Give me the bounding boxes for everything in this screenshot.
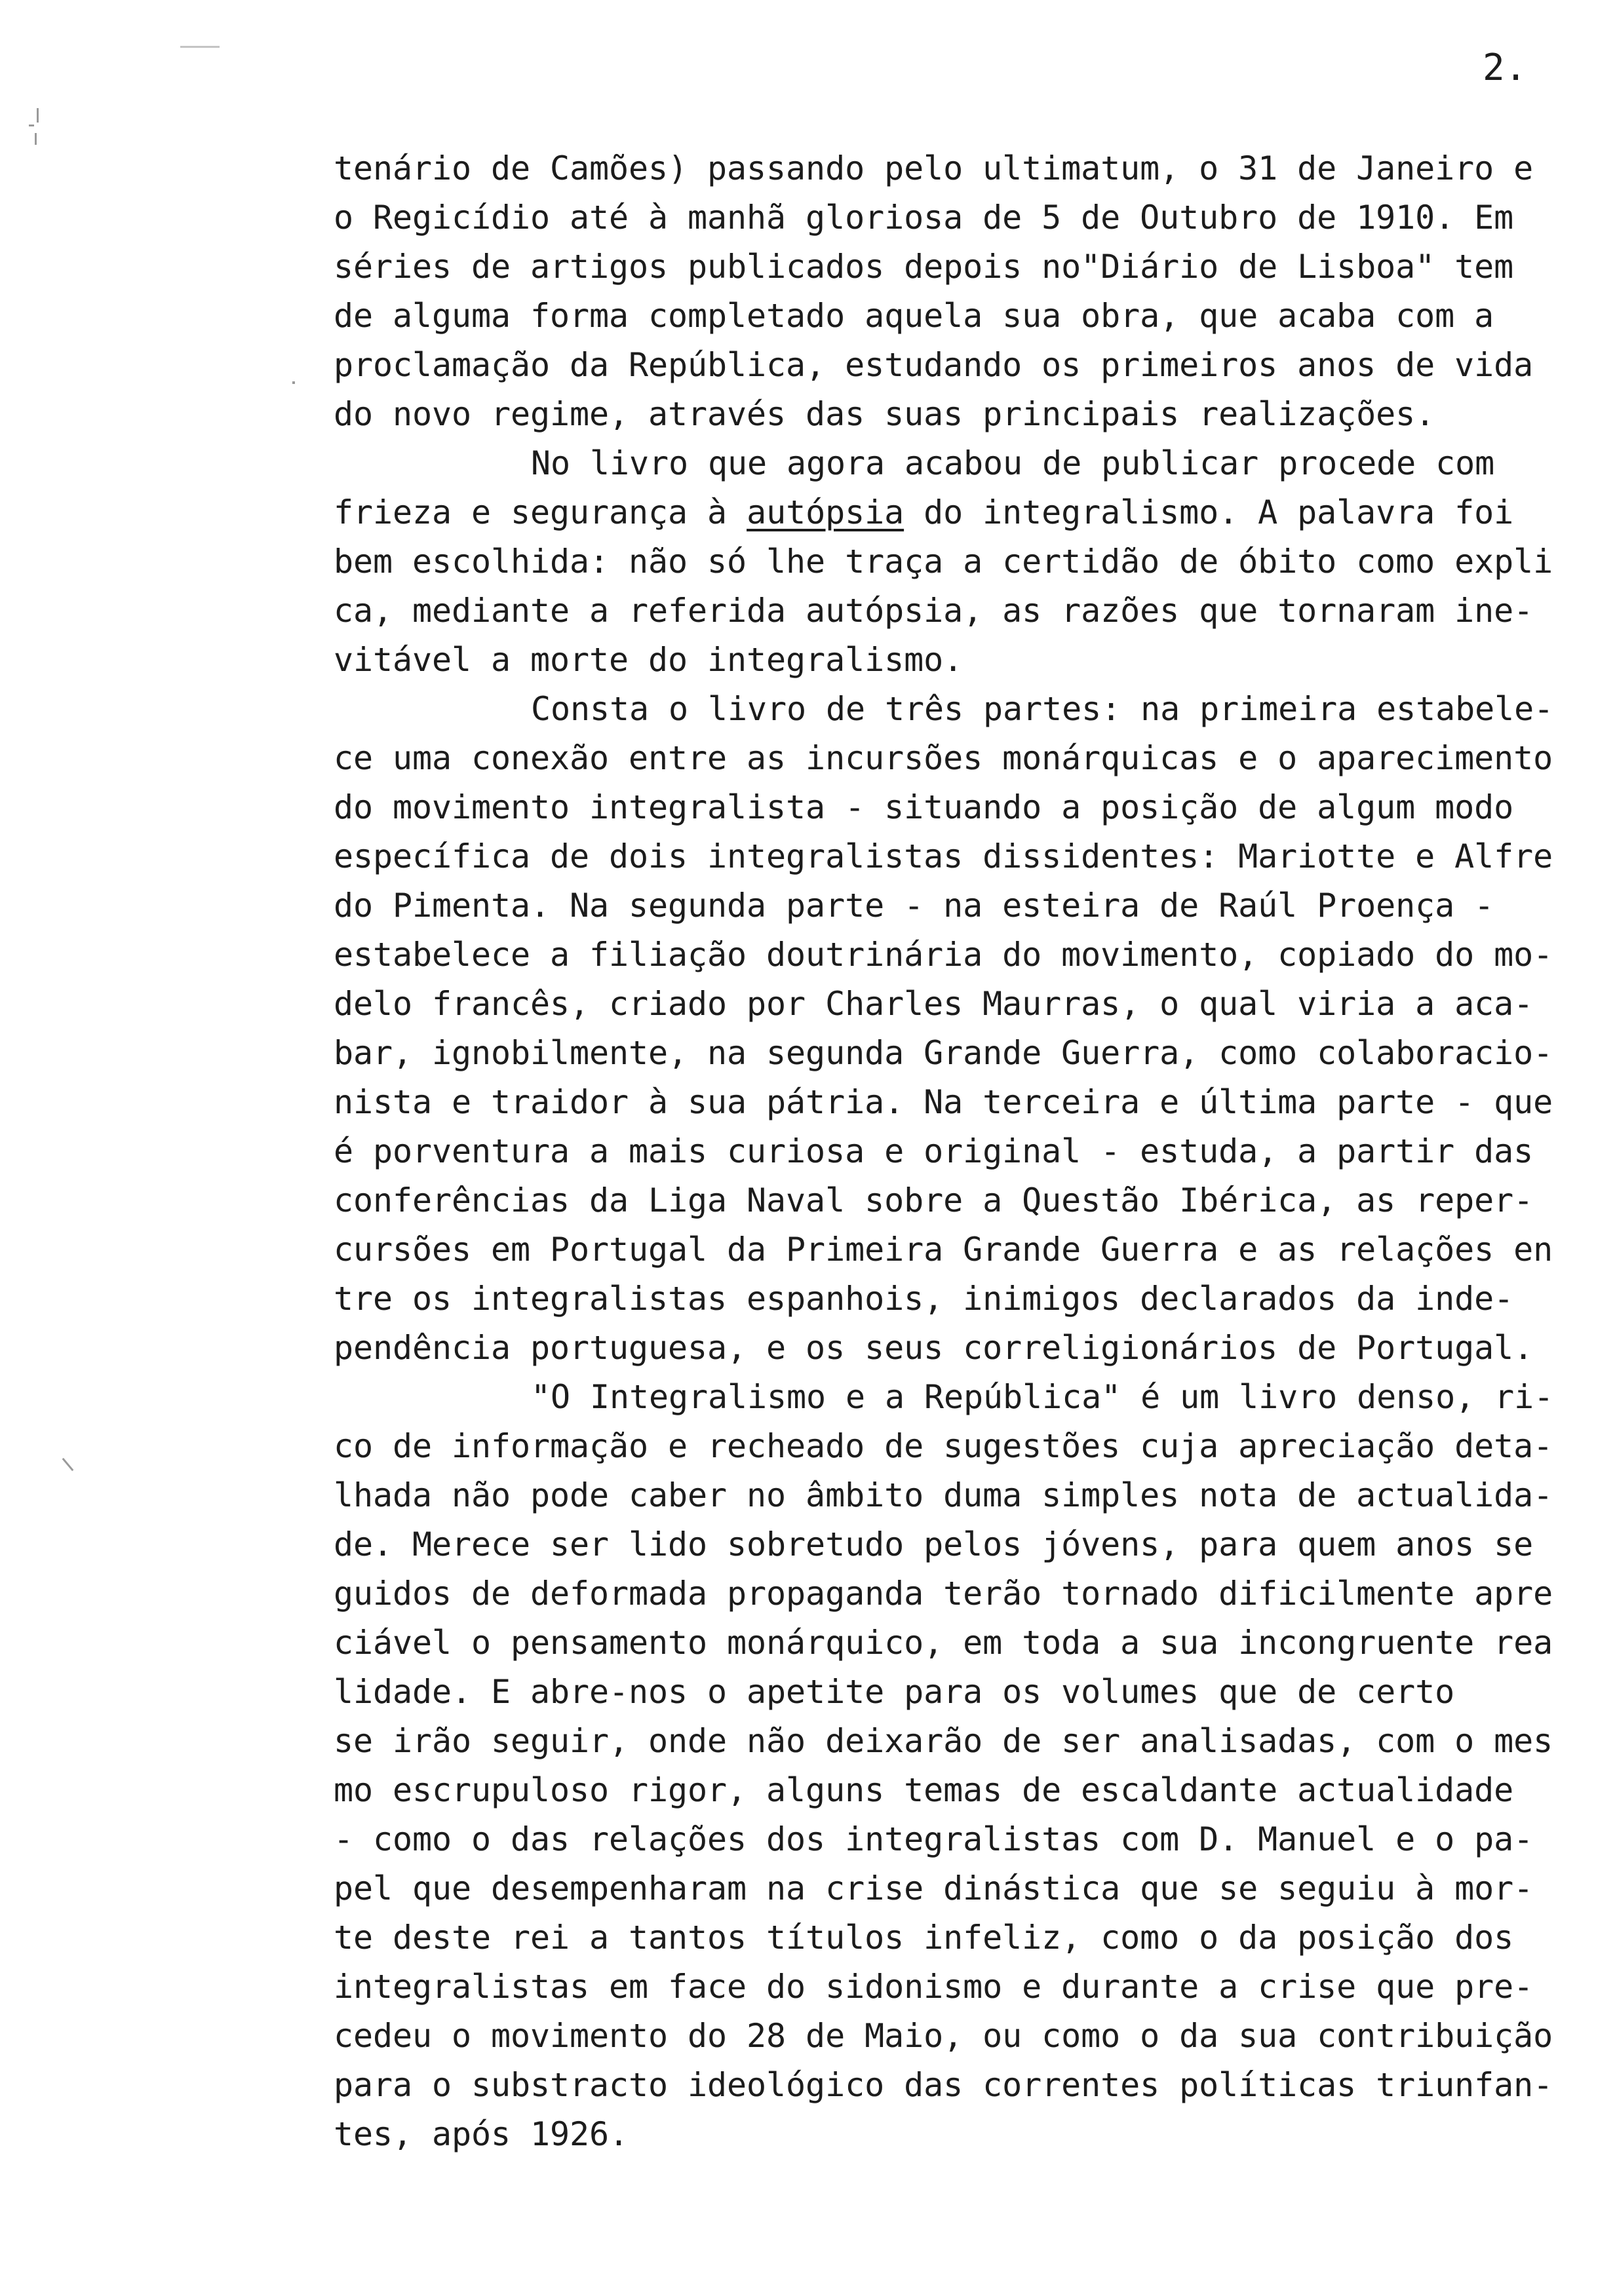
text-segment: do integralismo. A palavra foi <box>904 493 1514 531</box>
text-line: para o substracto ideológico das correntes políticas triunfan- <box>334 2066 1553 2104</box>
scan-speck <box>180 46 220 48</box>
page-number: 2. <box>1483 47 1527 89</box>
text-line: tenário de Camões) passando pelo ultimatum, o 31 de Janeiro e <box>334 149 1534 187</box>
text-line: se irão seguir, onde não deixarão de ser analisadas, com o mes <box>334 1722 1553 1760</box>
scan-speck <box>29 124 34 126</box>
text-line: co de informação e recheado de sugestões cuja apreciação deta- <box>334 1427 1553 1465</box>
text-line: lhada não pode caber no âmbito duma simples nota de actualida- <box>334 1476 1553 1514</box>
text-line: cursões em Portugal da Primeira Grande Guerra e as relações en <box>334 1231 1553 1269</box>
text-line: pendência portuguesa, e os seus correligionários de Portugal. <box>334 1329 1534 1367</box>
scan-speck <box>37 108 39 123</box>
text-line: proclamação da República, estudando os primeiros anos de vida <box>334 346 1534 384</box>
text-line: te deste rei a tantos títulos infeliz, como o da posição dos <box>334 1919 1514 1957</box>
text-line: o Regicídio até à manhã gloriosa de 5 de Outubro de 1910. Em <box>334 199 1514 237</box>
text-line: integralistas em face do sidonismo e durante a crise que pre- <box>334 1968 1534 2006</box>
text-line: guidos de deformada propaganda terão tornado dificilmente apre <box>334 1575 1553 1613</box>
text-segment: frieza e segurança à <box>334 493 747 531</box>
text-line: séries de artigos publicados depois no"Diário de Lisboa" tem <box>334 248 1514 286</box>
text-line: é porventura a mais curiosa e original - estuda, a partir das <box>334 1132 1534 1170</box>
text-line: bar, ignobilmente, na segunda Grande Guerra, como colaboracio- <box>334 1034 1553 1072</box>
text-line: tes, após 1926. <box>334 2115 629 2153</box>
text-line: delo francês, criado por Charles Maurras, o qual viria a aca- <box>334 985 1534 1023</box>
scan-speck <box>62 1458 74 1471</box>
text-line: ca, mediante a referida autópsia, as razões que tornaram ine- <box>334 592 1534 630</box>
text-line: tre os integralistas espanhois, inimigos declarados da inde- <box>334 1280 1514 1318</box>
text-line: cedeu o movimento do 28 de Maio, ou como o da sua contribuição <box>334 2017 1553 2055</box>
text-line <box>334 493 1514 531</box>
text-line: bem escolhida: não só lhe traça a certidão de óbito como expli <box>334 543 1553 581</box>
scan-speck <box>292 381 295 384</box>
text-line: - como o das relações dos integralistas com D. Manuel e o pa- <box>334 1820 1534 1858</box>
text-line: do Pimenta. Na segunda parte - na esteira de Raúl Proença - <box>334 887 1494 925</box>
text-line: lidade. E abre-nos o apetite para os volumes que de certo <box>334 1673 1455 1711</box>
text-line: conferências da Liga Naval sobre a Questão Ibérica, as reper- <box>334 1181 1534 1219</box>
text-line: estabelece a filiação doutrinária do movimento, copiado do mo- <box>334 936 1553 974</box>
text-line: ciável o pensamento monárquico, em toda a sua incongruente rea <box>334 1624 1553 1662</box>
underlined-word: autópsia <box>747 493 905 531</box>
text-line: vitável a morte do integralismo. <box>334 641 963 679</box>
text-line: do movimento integralista - situando a posição de algum modo <box>334 788 1514 826</box>
text-line: Consta o livro de três partes: na primeira estabele- <box>531 690 1554 728</box>
text-line: pel que desempenharam na crise dinástica que se seguiu à mor- <box>334 1869 1534 1907</box>
text-line: específica de dois integralistas dissidentes: Mariotte e Alfre <box>334 837 1553 875</box>
text-line: mo escrupuloso rigor, alguns temas de escaldante actualidade <box>334 1771 1514 1809</box>
text-line: "O Integralismo e a República" é um livro denso, ri- <box>531 1378 1554 1416</box>
text-line: de alguma forma completado aquela sua obra, que acaba com a <box>334 297 1494 335</box>
text-line: de. Merece ser lido sobretudo pelos jóvens, para quem anos se <box>334 1525 1534 1563</box>
text-line: No livro que agora acabou de publicar procede com <box>531 444 1495 482</box>
text-line: nista e traidor à sua pátria. Na terceira e última parte - que <box>334 1083 1553 1121</box>
scan-speck <box>35 133 37 145</box>
text-line: ce uma conexão entre as incursões monárquicas e o aparecimento <box>334 739 1553 777</box>
text-line: do novo regime, através das suas principais realizações. <box>334 395 1435 433</box>
